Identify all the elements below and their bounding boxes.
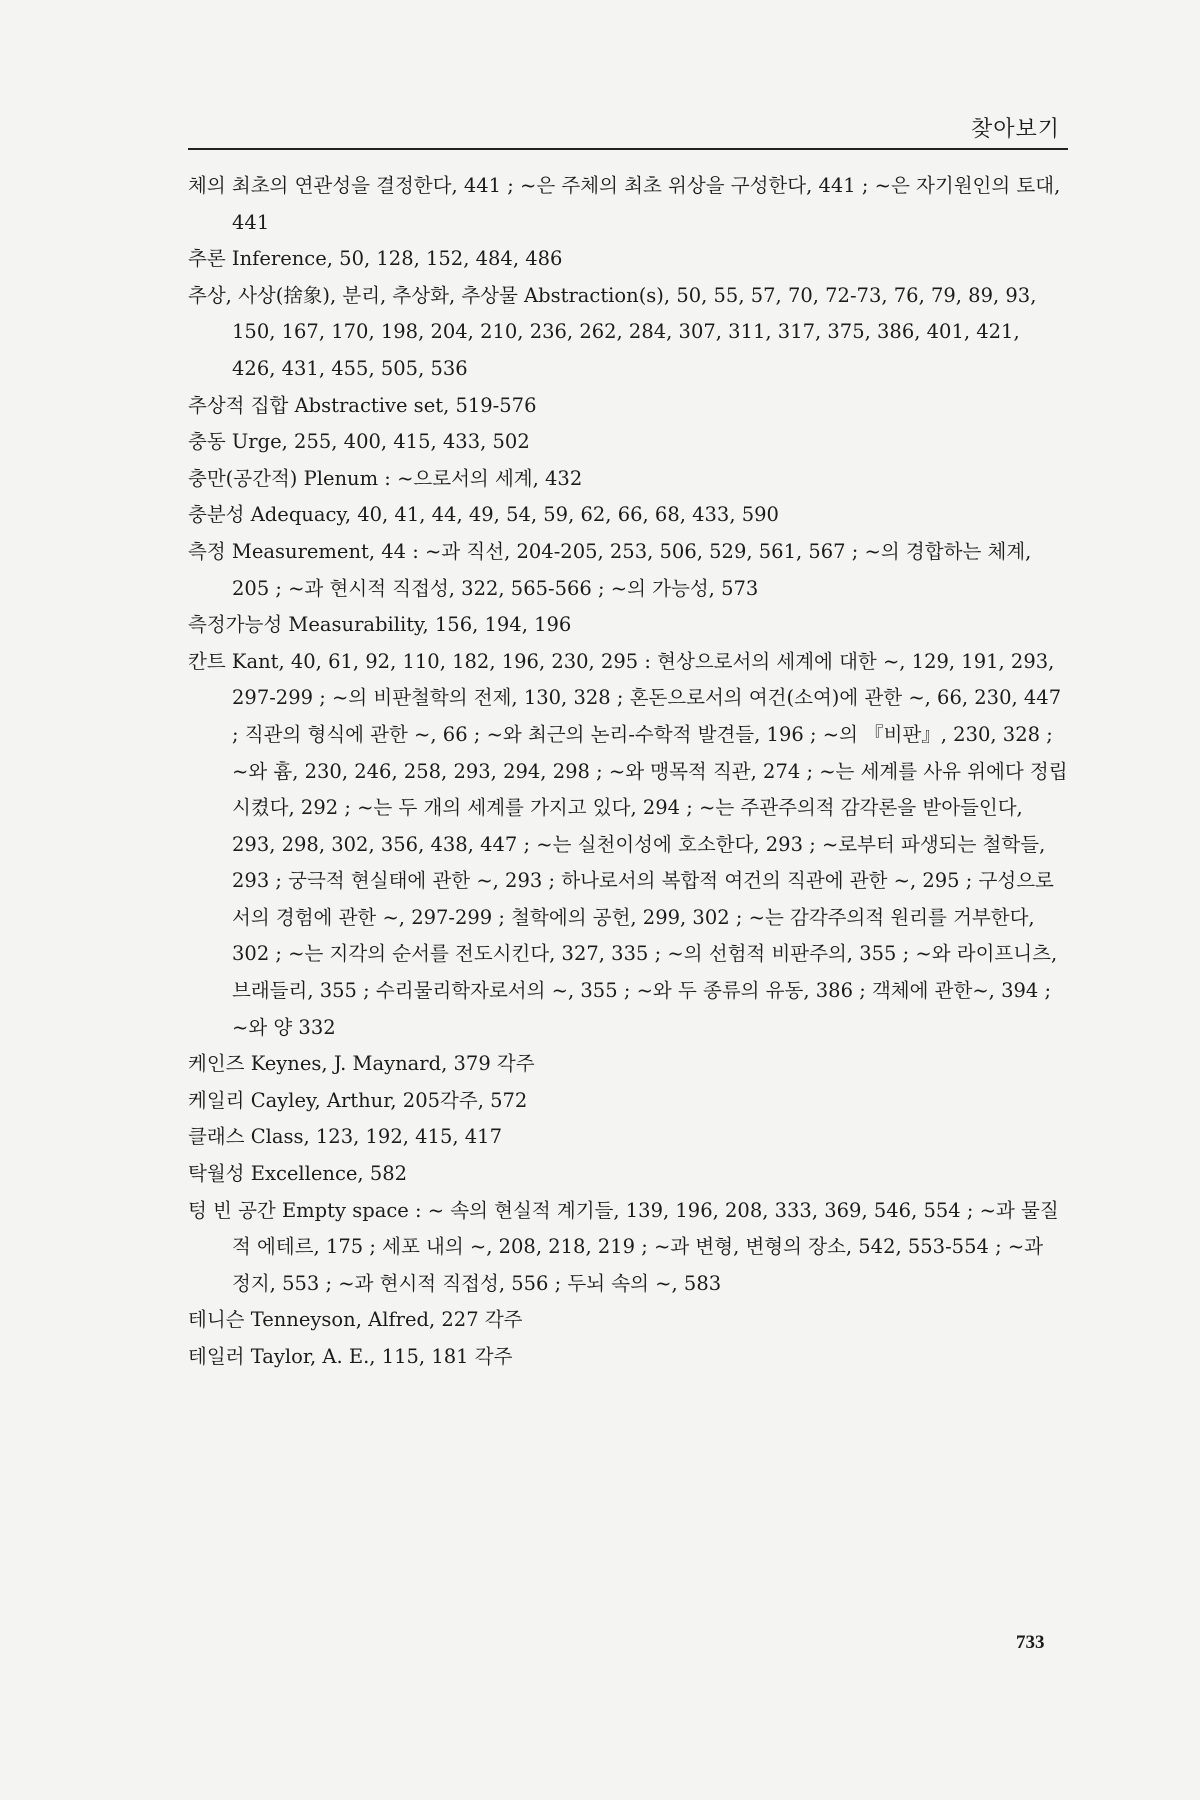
index-entry: 체의 최초의 연관성을 결정한다, 441 ; ~은 주체의 최초 위상을 구성한다, 441 ; ~은 자기원인의 토대, 441 <box>188 174 1061 234</box>
page-number: 733 <box>1016 1632 1045 1653</box>
index-entry: 충분성 Adequacy, 40, 41, 44, 49, 54, 59, 62, 66, 68, 433, 590 <box>188 503 779 527</box>
index-entry: 측정 Measurement, 44 : ~과 직선, 204-205, 253, 506, 529, 561, 567 ; ~의 경합하는 체계, 205 ; ~과 현시적 직접성, 322, 565-566 ; ~의 가능성, 573 <box>188 539 1032 600</box>
index-entry: 추론 Inference, 50, 128, 152, 484, 486 <box>188 247 563 271</box>
header-title: 찾아보기 <box>970 117 1060 142</box>
index-entry: 충동 Urge, 255, 400, 415, 433, 502 <box>188 430 530 454</box>
index-entry: 테일러 Taylor, A. E., 115, 181 각주 <box>188 1345 513 1368</box>
index-entry: 측정가능성 Measurability, 156, 194, 196 <box>188 613 572 637</box>
running-header <box>188 112 1068 150</box>
index-entry: 칸트 Kant, 40, 61, 92, 110, 182, 196, 230, 295 : 현상으로서의 세계에 대한 ~, 129, 191, 293, 297-299 ; ~의 비판철학의 전제, 130, 328 ; 혼돈으로서의 여건(소여)에 관한 ~, 66, 230, 447 ; 직관의 형식에 관한 ~, 66 ; ~와 최근의 논리-수학적 발견들, 196 ; ~의 『비판』, 230, 328 ; ~와 흄, 230, 246, 258, 293, 294, 298 ; ~와 맹목적 직관, 274 ; ~는 세계를 사유 위에다 정립시켰다, 292 ; ~는 두 개의 세계를 가지고 있다, 294 ; ~는 주관주의적 감각론을 받아들인다, 293, 298, 302, 356, 438, 447 ; ~는 실천이성에 호소한다, 293 ; ~로부터 파생되는 철학들, 293 ; 궁극적 현실태에 관한 ~, 293 ; 하나로서의 복합적 여건의 직관에 관한 ~, 295 ; 구성으로서의 경험에 관한 ~, 297-299 ; 철학에의 공헌, 299, 302 ; ~는 감각주의적 원리를 거부한다, 302 ; ~는 지각의 순서를 전도시킨다, 327, 335 ; ~의 선험적 비판주의, 355 ; ~와 라이프니츠, 브래들리, 355 ; 수리물리학자로서의 ~, 355 ; ~와 두 종류의 유동, 386 ; 객체에 관한~, 394 ; ~와 양 332 <box>188 649 1068 1039</box>
index-entry: 추상, 사상(捨象), 분리, 추상화, 추상물 Abstraction(s), 50, 55, 57, 70, 72-73, 76, 79, 89, 93, 150, 167, 170, 198, 204, 210, 236, 262, 284, 307, 311, 317, 375, 386, 401, 421, 426, 431, 455, 505, 536 <box>188 283 1037 380</box>
index-entry: 충만(공간적) Plenum : ~으로서의 세계, 432 <box>188 466 583 490</box>
index-entry: 케일리 Cayley, Arthur, 205각주, 572 <box>188 1088 528 1112</box>
index-entry: 탁월성 Excellence, 582 <box>188 1162 408 1186</box>
index-entry: 클래스 Class, 123, 192, 415, 417 <box>188 1125 502 1149</box>
index-entry: 추상적 집합 Abstractive set, 519-576 <box>188 393 537 417</box>
index-entries <box>188 168 1068 1376</box>
index-entry: 케인즈 Keynes, J. Maynard, 379 각주 <box>188 1052 535 1076</box>
index-entry: 테니슨 Tenneyson, Alfred, 227 각주 <box>188 1308 523 1332</box>
index-entry: 텅 빈 공간 Empty space : ~ 속의 현실적 계기들, 139, 196, 208, 333, 369, 546, 554 ; ~과 물질적 에테르, 175 ; 세포 내의 ~, 208, 218, 219 ; ~과 변형, 변형의 장소, 542, 553-554 ; ~과 정지, 553 ; ~과 현시적 직접성, 556 ; 두뇌 속의 ~, 583 <box>188 1198 1059 1295</box>
